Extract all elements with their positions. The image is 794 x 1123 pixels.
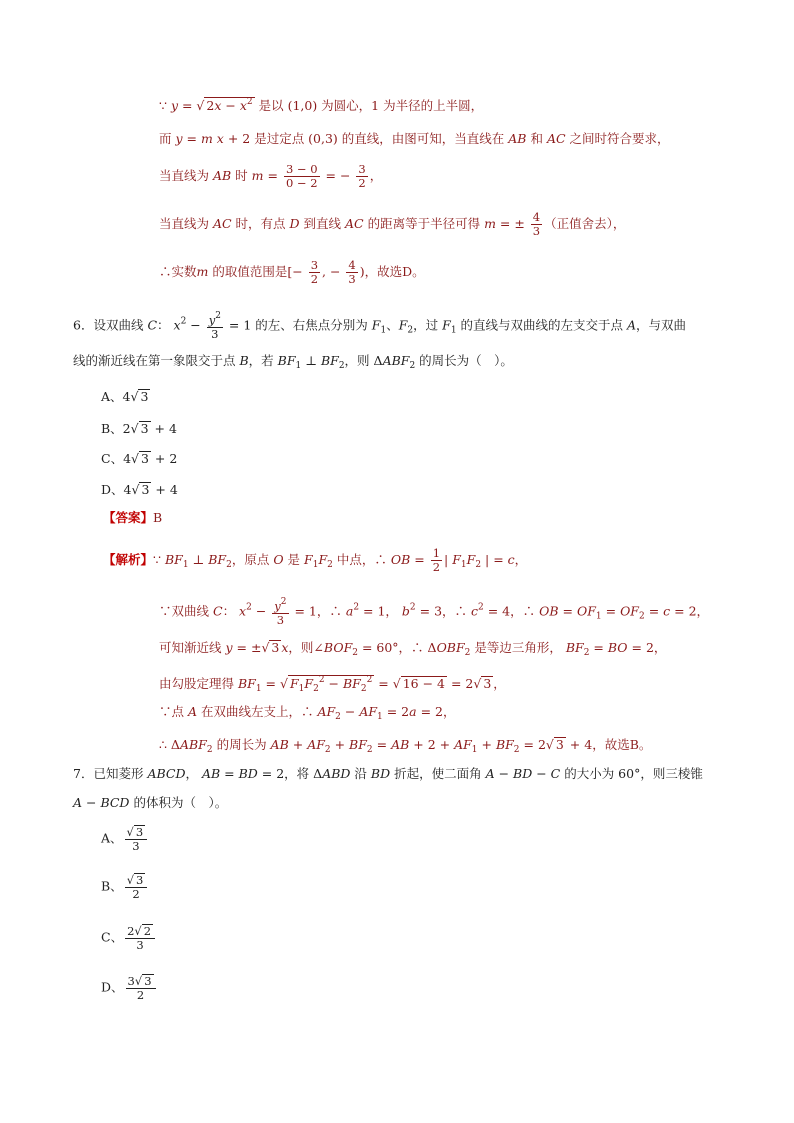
sol5-line-3: 当直线为 AB 时 m = $\frac{3 - 0}{0 - 2}$ = − $\frac{3}{2}$ ， — [159, 162, 383, 191]
answer-tag: 【答案】 — [103, 510, 154, 525]
analysis-tag: 【解析】 — [103, 552, 154, 568]
q7-option-c: C、 $\frac{2√ 2}{3}$ — [101, 924, 157, 952]
q6-option-c: C、4√ 3 + 2 — [101, 451, 178, 466]
q7-option-b: B、 $\frac{√ 3}{2}$ — [101, 873, 149, 901]
q6-stem-line-2: 线的渐近线在第一象限交于点 B，若 $BF_1$ ⊥ $BF_2$，则 $\Delta ABF_2$ 的周长为（ ）。 — [73, 353, 513, 371]
q7-stem-line-1: 7．已知菱形 ABCD， AB = BD = 2，将 ΔABD 沿 BD 折起，使二面角 A − BD − C 的大小为 60°，则三棱锥 — [73, 766, 703, 781]
q6-stem-line-1: 6．设双曲线 C： $x^2$ − $\frac{y^2}{3}$ = 1 的左、右焦点分别为 $F_1$、$F_2$，过 $F_1$ 的直线与双曲线的左支交于点 A，与双曲 — [73, 311, 687, 342]
q6-option-b: B、2√ 3 + 4 — [101, 421, 177, 436]
q7-option-a: A、 $\frac{√ 3}{3}$ — [101, 825, 149, 853]
answer-value: B — [153, 510, 163, 525]
sol5-line-1-text: ∵ y = √ $2x - x^2$ 是以 (1,0) 为圆心，1 为半径的上半圆， — [159, 97, 484, 113]
q6-analysis-line-5: ∵点 A 在双曲线左支上，∴ $AF_2 - AF_1 = 2a = 2$， — [159, 704, 456, 722]
q6-analysis-line-6: ∴ $\Delta ABF_2$ 的周长为 AB + $AF_2 + BF_2$ = AB + $2 + AF_1 + BF_2 = 2√$ 3 + 4，故选B。 — [159, 737, 652, 755]
q6-option-d: D、4√ 3 + 4 — [101, 482, 178, 497]
q6-analysis-line-2: ∵双曲线 C： $x^2$ − $\frac{y^2}{3}$ = 1，∴ $a^2 = 1$， $b^2 = 3$，∴ $c^2 = 4$，∴ OB = $OF_1 = OF_2 = c = 2$， — [159, 597, 710, 628]
q7-stem-line-2: A − BCD 的体积为（ ）。 — [73, 795, 228, 810]
q6-analysis-line-3: 可知渐近线 y = ±√ 3 x，则$\angle BOF_2 = 60^\circ$，∴ $\Delta OBF_2$ 是等边三角形， $BF_2$ = BO = 2， — [159, 640, 667, 658]
q6-analysis-line-1: 【解析】∵ $BF_1$ ⊥ $BF_2$，原点 O 是 $F_1F_2$ 中点，∴ OB = $\frac{1}{2}$ | $F_1F_2$ | = c， — [103, 546, 528, 575]
q6-option-a: A、4√ 3 — [101, 389, 149, 404]
q6-answer — [103, 512, 162, 525]
q6-analysis-line-4: 由勾股定理得 $BF_1$ = √ $F_1F_2^2 - BF_2^2$ = √ 16 − 4 = 2√ 3 ， — [159, 675, 506, 694]
q7-option-d: D、 $\frac{3√ 3}{2}$ — [101, 974, 158, 1002]
sol5-line-2: 而 y = m x + 2 是过定点 (0,3) 的直线，由图可知，当直线在 AB 和 AC 之间时符合要求， — [159, 131, 670, 146]
sol5-line-4: 当直线为 AC 时，有点 D 到直线 AC 的距离等于半径可得 m = ± $\frac{4}{3}$ （正值舍去）， — [159, 210, 626, 239]
sol5-line-1 — [159, 97, 483, 113]
sol5-line-5: ∴实数m 的取值范围是[− $\frac{3}{2}$ , − $\frac{4}{3}$ )，故选D。 — [159, 258, 425, 287]
